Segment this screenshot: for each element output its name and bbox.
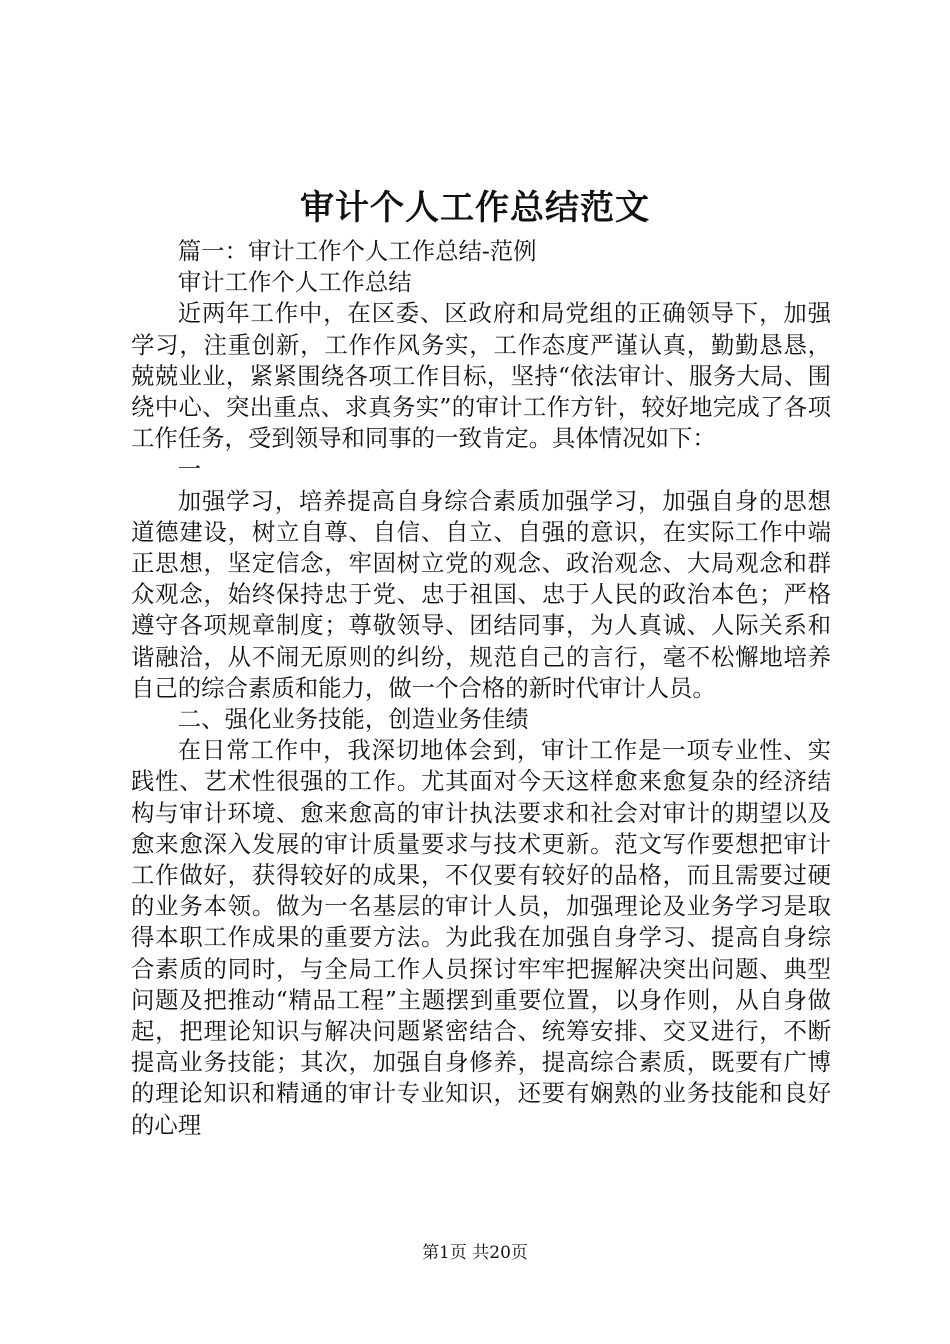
section-heading: 二、强化业务技能，创造业务佳绩 [177,705,529,734]
page-footer: 第1页 共20页 [422,1243,528,1263]
section-heading: 篇一：审计工作个人工作总结-范例 [177,237,537,265]
body-paragraph: 加强学习，培养提高自身综合素质加强学习，加强自身的思想道德建设，树立自尊、自信、自立、自强的意识，在实际工作中端正思想，坚定信念，牢固树立党的观念、政治观念、大局观念和群众观念，始终保持忠于党、忠于祖国、忠于人民的政治本色；严格遵守各项规章制度；尊敬领导、团结同事，为人真诚、人际关系和谐融洽，从不闹无原则的纠纷，规范自己的言行，毫不松懈地培养自己的综合素质和能力，做一个合格的新时代审计人员。 [131,486,831,702]
section-number: 一 [177,455,202,484]
subtitle: 审计工作个人工作总结 [177,268,412,297]
body-paragraph: 在日常工作中，我深切地体会到，审计工作是一项专业性、实践性、艺术性很强的工作。尤其面对今天这样愈来愈复杂的经济结构与审计环境、愈来愈高的审计执法要求和社会对审计的期望以及愈来愈深入发展的审计质量要求与技术更新。范文写作要想把审计工作做好，获得较好的成果，不仅要有较好的品格，而且需要过硬的业务本领。做为一名基层的审计人员，加强理论及业务学习是取得本职工作成果的重要方法。为此我在加强自身学习、提高自身综合素质的同时，与全局工作人员探讨牢牢把握解决突出问题、典型问题及把推动“精品工程”主题摆到重要位置，以身作则，从自身做起，把理论知识与解决问题紧密结合、统筹安排、交叉进行，不断提高业务技能；其次，加强自身修养，提高综合素质，既要有广博的理论知识和精通的审计专业知识，还要有娴熟的业务技能和良好的心理 [131,736,831,1139]
document-title: 审计个人工作总结范文 [300,188,650,228]
document-body [131,236,831,1141]
body-paragraph: 近两年工作中，在区委、区政府和局党组的正确领导下，加强学习，注重创新，工作作风务实，工作态度严谨认真，勤勤恳恳，兢兢业业，紧紧围绕各项工作目标，坚持“依法审计、服务大局、围绕中心、突出重点、求真务实”的审计工作方针，较好地完成了各项工作任务，受到领导和同事的一致肯定。具体情况如下： [131,299,831,453]
